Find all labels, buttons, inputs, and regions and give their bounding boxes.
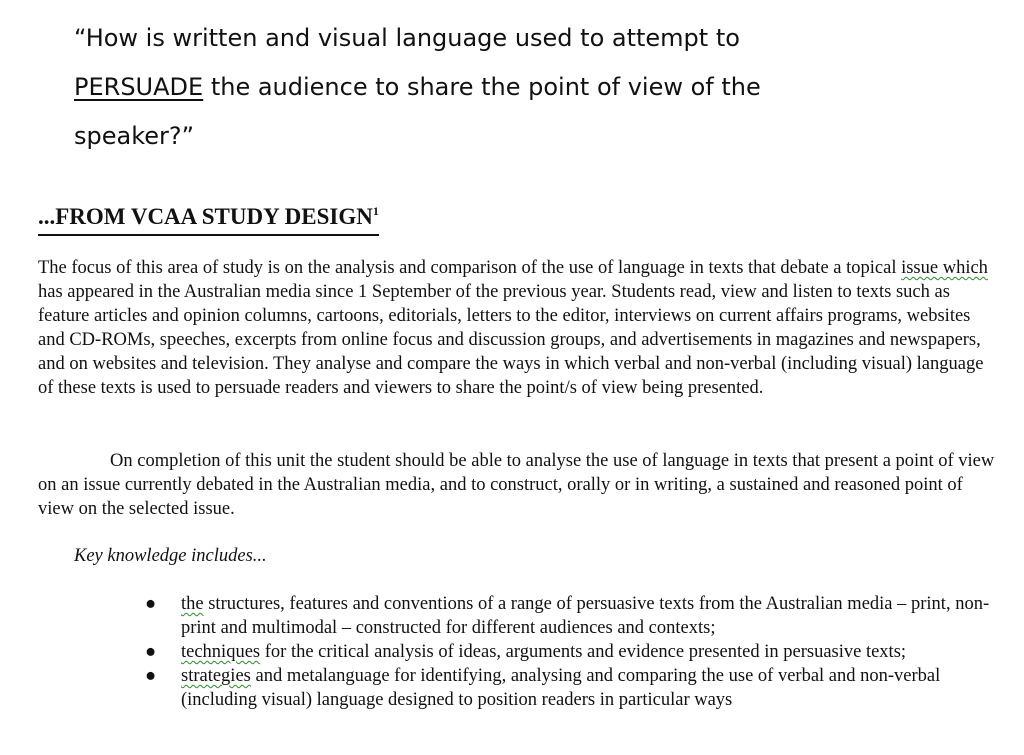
question-line-2 (74, 63, 834, 112)
section-heading (38, 196, 379, 236)
bullet-icon: ● (145, 642, 157, 662)
bullet-icon: ● (145, 666, 157, 686)
list-item (145, 640, 995, 664)
persuade-keyword: PERSUADE (74, 73, 204, 101)
question-line-2-rest: the audience to share the point of view of the (203, 73, 761, 101)
outcome-paragraph-text: On completion of this unit the student should be able to analyse the use of language in texts that present a point of view on an issue currently debated in the Australian media, and to construct, orally or in writing, a sustained and reasoned point of view on the selected issue. (38, 451, 995, 519)
grammar-flagged-text[interactable]: the (181, 594, 204, 614)
list-item (145, 664, 995, 712)
list-item-text: structures, features and conventions of a range of persuasive texts from the Australian media – print, non-print and multimodal – constructed for different audiences and contexts; (181, 594, 990, 638)
focus-paragraph-part-1: The focus of this area of study is on the analysis and comparison of the use of language in texts that debate a topical (38, 258, 902, 278)
focus-paragraph (38, 256, 998, 400)
list-item (145, 592, 995, 640)
focus-paragraph-part-2: has appeared in the Australian media since 1 September of the previous year. Students read, view and listen to texts such as feature articles and opinion columns, cartoons, editorials, letters to the editor, interviews on current affairs programs, websites and CD-ROMs, speeches, excerpts from online focus and discussion groups, and advertisements in magazines and newspapers, and on websites and television. They analyse and compare the ways in which verbal and non-verbal (including visual) language of these texts is used to persuade readers and viewers to share the point/s of view being presented. (38, 282, 984, 398)
question-line-3: speaker?” (74, 122, 195, 150)
grammar-flagged-text[interactable]: techniques (181, 642, 261, 662)
question-line-1: “How is written and visual language used to attempt to (74, 24, 740, 52)
key-knowledge-label: Key knowledge includes... (74, 546, 267, 566)
grammar-flagged-text[interactable]: issue which (901, 258, 988, 278)
grammar-flagged-text[interactable]: strategies (181, 666, 251, 686)
bullet-icon: ● (145, 594, 157, 614)
key-knowledge-list (145, 592, 995, 712)
outcome-paragraph (38, 449, 998, 521)
guiding-question (74, 14, 834, 161)
list-item-text: for the critical analysis of ideas, arguments and evidence presented in persuasive texts; (260, 642, 907, 662)
footnote-marker[interactable]: 1 (372, 204, 379, 218)
section-heading-text: ...FROM VCAA STUDY DESIGN (38, 204, 373, 229)
list-item-text: and metalanguage for identifying, analysing and comparing the use of verbal and non-verbal (including visual) language designed to position readers in particular ways (181, 666, 941, 710)
